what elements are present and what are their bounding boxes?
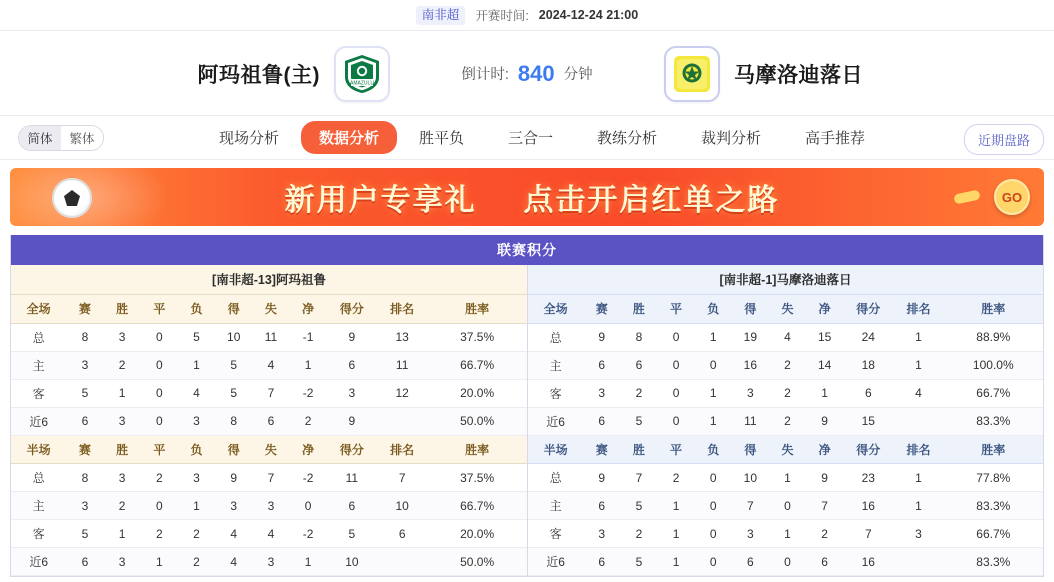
cell: 7 xyxy=(252,464,289,492)
cell: 4 xyxy=(178,379,215,407)
cell: 6 xyxy=(66,407,103,435)
cell: 66.7% xyxy=(427,492,527,520)
svg-text:AMAZULU: AMAZULU xyxy=(350,80,374,87)
cell: 10 xyxy=(377,492,427,520)
home-fulltime-table xyxy=(11,295,527,436)
cell: 3 xyxy=(104,407,141,435)
banner-text-left: 新用户专享礼 xyxy=(284,184,477,217)
cell: 1 xyxy=(178,351,215,379)
cell: 6 xyxy=(732,548,769,576)
away-team-crest-icon xyxy=(664,46,720,102)
away-crest-svg xyxy=(671,53,713,95)
col-goal-diff: 净 xyxy=(290,295,327,323)
nav-tabs xyxy=(167,121,887,154)
tab-win-draw-lose[interactable]: 胜平负 xyxy=(418,130,464,147)
recent-odds-button[interactable]: 近期盘路 xyxy=(964,124,1044,155)
countdown-value: 840 xyxy=(517,60,555,86)
cell: 3 xyxy=(178,407,215,435)
cell: 2 xyxy=(620,520,657,548)
cell: 0 xyxy=(290,492,327,520)
cell: 23 xyxy=(843,464,893,492)
col-rank: 排名 xyxy=(377,295,427,323)
cell: 1 xyxy=(104,520,141,548)
cell: 14 xyxy=(806,351,843,379)
col-draw: 平 xyxy=(657,295,694,323)
col-goals-against: 失 xyxy=(769,295,806,323)
cell: 7 xyxy=(620,464,657,492)
cell: 11 xyxy=(377,351,427,379)
cell: 6 xyxy=(377,520,427,548)
cell: 20.0% xyxy=(427,520,527,548)
table-row xyxy=(11,520,527,548)
cell: -2 xyxy=(290,464,327,492)
cell: 1 xyxy=(893,351,943,379)
cell: 0 xyxy=(769,548,806,576)
away-standings-panel xyxy=(527,265,1043,576)
banner-text-right: 点击开启红单之路 xyxy=(523,184,780,217)
cell: 6 xyxy=(583,407,620,435)
col-scope: 半场 xyxy=(11,436,66,464)
cell: 1 xyxy=(141,548,178,576)
match-header xyxy=(0,31,1054,116)
cell: 15 xyxy=(806,323,843,351)
cell: 18 xyxy=(843,351,893,379)
cell: 2 xyxy=(620,379,657,407)
cell: 10 xyxy=(215,323,252,351)
row-label: 客 xyxy=(11,379,66,407)
cell: 3 xyxy=(583,379,620,407)
cell: 83.3% xyxy=(944,492,1043,520)
row-label: 客 xyxy=(528,379,583,407)
col-points: 得分 xyxy=(843,295,893,323)
cell: 0 xyxy=(141,379,178,407)
cell: 0 xyxy=(769,492,806,520)
col-goal-diff: 净 xyxy=(806,436,843,464)
away-standings-header: [南非超-1]马摩洛迪落日 xyxy=(528,265,1043,295)
col-goal-diff: 净 xyxy=(290,436,327,464)
cell: 0 xyxy=(695,520,732,548)
standings-split xyxy=(11,265,1043,576)
cell: 20.0% xyxy=(427,379,527,407)
cell: 12 xyxy=(377,379,427,407)
cell: 66.7% xyxy=(427,351,527,379)
tab-live-analysis[interactable]: 现场分析 xyxy=(218,130,279,147)
cell: 8 xyxy=(215,407,252,435)
cell: 77.8% xyxy=(944,464,1043,492)
cell: 3 xyxy=(66,351,103,379)
table-row xyxy=(11,548,527,576)
cell: 0 xyxy=(657,407,694,435)
col-rank: 排名 xyxy=(377,436,427,464)
cell: 2 xyxy=(806,520,843,548)
row-label: 近6 xyxy=(11,407,66,435)
cell: 19 xyxy=(732,323,769,351)
cell: 1 xyxy=(695,379,732,407)
cell: 2 xyxy=(769,351,806,379)
row-label: 主 xyxy=(11,351,66,379)
cell: 9 xyxy=(327,323,377,351)
cell: 15 xyxy=(843,407,893,435)
cell: 3 xyxy=(327,379,377,407)
cell: 5 xyxy=(215,351,252,379)
row-label: 主 xyxy=(528,492,583,520)
tab-expert-picks[interactable]: 高手推荐 xyxy=(805,130,866,147)
cell: 3 xyxy=(732,379,769,407)
cell: 3 xyxy=(104,464,141,492)
cell: 6 xyxy=(327,492,377,520)
col-draw: 平 xyxy=(141,295,178,323)
table-row xyxy=(528,379,1043,407)
cell: 11 xyxy=(732,407,769,435)
col-played: 赛 xyxy=(583,295,620,323)
cell: 3 xyxy=(104,323,141,351)
cell: 100.0% xyxy=(944,351,1043,379)
cell: 1 xyxy=(893,323,943,351)
col-played: 赛 xyxy=(66,295,103,323)
home-team-name: 阿玛祖鲁(主) xyxy=(197,63,320,87)
cell xyxy=(893,407,943,435)
cell: 13 xyxy=(377,323,427,351)
home-standings-panel xyxy=(11,265,527,576)
cell: 5 xyxy=(178,323,215,351)
cell: 1 xyxy=(893,464,943,492)
col-goals-for: 得 xyxy=(215,436,252,464)
kickoff-label: 开赛时间: xyxy=(475,9,529,23)
cell: 3 xyxy=(252,548,289,576)
table-row xyxy=(11,379,527,407)
cell: 5 xyxy=(620,407,657,435)
cell: 3 xyxy=(178,464,215,492)
kickoff-time: 2024-12-24 21:00 xyxy=(538,8,639,22)
cell: 83.3% xyxy=(944,548,1043,576)
cell: 8 xyxy=(66,464,103,492)
away-halftime-table xyxy=(528,436,1043,577)
tab-coach-analysis[interactable]: 教练分析 xyxy=(597,130,658,147)
cell: 4 xyxy=(215,520,252,548)
cell: 50.0% xyxy=(427,407,527,435)
cell: 2 xyxy=(104,351,141,379)
col-scope: 半场 xyxy=(528,436,583,464)
cell: 88.9% xyxy=(944,323,1043,351)
cell: -1 xyxy=(290,323,327,351)
cell: 50.0% xyxy=(427,548,527,576)
cell: 10 xyxy=(732,464,769,492)
col-win: 胜 xyxy=(620,295,657,323)
table-row xyxy=(528,407,1043,435)
row-label: 总 xyxy=(528,323,583,351)
cell: 2 xyxy=(657,464,694,492)
col-winrate: 胜率 xyxy=(427,436,527,464)
cell: 6 xyxy=(583,492,620,520)
cell: 2 xyxy=(290,407,327,435)
col-scope: 全场 xyxy=(11,295,66,323)
cell: 4 xyxy=(252,351,289,379)
cell: 5 xyxy=(215,379,252,407)
cell: 9 xyxy=(806,407,843,435)
row-label: 近6 xyxy=(528,407,583,435)
cell: 37.5% xyxy=(427,323,527,351)
col-rank: 排名 xyxy=(893,295,943,323)
row-label: 总 xyxy=(11,464,66,492)
cell: 0 xyxy=(657,351,694,379)
cell: 4 xyxy=(893,379,943,407)
top-info-bar xyxy=(0,0,1054,31)
cell: 83.3% xyxy=(944,407,1043,435)
row-label: 客 xyxy=(528,520,583,548)
cell: 6 xyxy=(327,351,377,379)
col-goals-against: 失 xyxy=(252,436,289,464)
col-goals-for: 得 xyxy=(215,295,252,323)
col-winrate: 胜率 xyxy=(427,295,527,323)
cell: 1 xyxy=(657,548,694,576)
cell: 37.5% xyxy=(427,464,527,492)
cell: 24 xyxy=(843,323,893,351)
table-row xyxy=(11,351,527,379)
table-row xyxy=(528,548,1043,576)
col-goals-against: 失 xyxy=(252,295,289,323)
promo-banner[interactable] xyxy=(10,168,1044,226)
section-title: 联赛积分 xyxy=(11,235,1043,265)
nav-bar xyxy=(0,116,1054,160)
col-goals-for: 得 xyxy=(732,436,769,464)
col-winrate: 胜率 xyxy=(944,436,1043,464)
cell: 0 xyxy=(695,492,732,520)
cell: 11 xyxy=(327,464,377,492)
table-row xyxy=(528,464,1043,492)
cell: 0 xyxy=(695,548,732,576)
cell: 8 xyxy=(66,323,103,351)
col-winrate: 胜率 xyxy=(944,295,1043,323)
cell: 2 xyxy=(178,548,215,576)
cell: 66.7% xyxy=(944,520,1043,548)
cell: 1 xyxy=(769,520,806,548)
cell: 6 xyxy=(252,407,289,435)
cell: 10 xyxy=(327,548,377,576)
cell: 0 xyxy=(141,407,178,435)
cell: 3 xyxy=(583,520,620,548)
cell: 1 xyxy=(695,323,732,351)
cell: 16 xyxy=(732,351,769,379)
cell: 6 xyxy=(583,548,620,576)
cell: 0 xyxy=(695,351,732,379)
away-fulltime-table xyxy=(528,295,1043,436)
cell: 2 xyxy=(178,520,215,548)
table-row xyxy=(11,464,527,492)
cell xyxy=(893,548,943,576)
row-label: 客 xyxy=(11,520,66,548)
col-loss: 负 xyxy=(695,436,732,464)
cell: 66.7% xyxy=(944,379,1043,407)
cell: 1 xyxy=(806,379,843,407)
cell: 2 xyxy=(769,379,806,407)
cell: 0 xyxy=(657,323,694,351)
table-row xyxy=(528,323,1043,351)
table-header-row xyxy=(11,295,527,323)
cell: 7 xyxy=(377,464,427,492)
cell: 16 xyxy=(843,548,893,576)
cell: 2 xyxy=(141,520,178,548)
row-label: 主 xyxy=(528,351,583,379)
cell: 5 xyxy=(327,520,377,548)
table-row xyxy=(11,407,527,435)
cell: 6 xyxy=(620,351,657,379)
cell: 1 xyxy=(657,520,694,548)
cell: 1 xyxy=(290,351,327,379)
cell: 0 xyxy=(695,464,732,492)
league-tag[interactable]: 南非超 xyxy=(416,6,466,25)
cell: 7 xyxy=(843,520,893,548)
table-row xyxy=(528,520,1043,548)
cell: 3 xyxy=(732,520,769,548)
cell: 2 xyxy=(104,492,141,520)
cell: 0 xyxy=(141,323,178,351)
col-goal-diff: 净 xyxy=(806,295,843,323)
col-win: 胜 xyxy=(104,436,141,464)
league-standings-section xyxy=(10,235,1044,577)
cell: 3 xyxy=(104,548,141,576)
cell: 16 xyxy=(843,492,893,520)
cell: 3 xyxy=(252,492,289,520)
cell xyxy=(377,407,427,435)
table-header-row xyxy=(528,436,1043,464)
countdown-label: 倒计时: xyxy=(461,67,509,83)
cell: 9 xyxy=(215,464,252,492)
cell: 3 xyxy=(215,492,252,520)
cell: -2 xyxy=(290,379,327,407)
cell: 1 xyxy=(104,379,141,407)
col-played: 赛 xyxy=(66,436,103,464)
cell: 9 xyxy=(583,323,620,351)
home-halftime-table xyxy=(11,436,527,577)
col-goals-for: 得 xyxy=(732,295,769,323)
col-played: 赛 xyxy=(583,436,620,464)
cell: 9 xyxy=(583,464,620,492)
cell: 1 xyxy=(769,464,806,492)
table-row xyxy=(528,492,1043,520)
col-draw: 平 xyxy=(657,436,694,464)
col-loss: 负 xyxy=(178,436,215,464)
cell: 2 xyxy=(141,464,178,492)
soccer-ball-icon xyxy=(52,178,92,218)
col-scope: 全场 xyxy=(528,295,583,323)
cell: 11 xyxy=(252,323,289,351)
col-points: 得分 xyxy=(327,295,377,323)
cell: 3 xyxy=(893,520,943,548)
home-standings-header: [南非超-13]阿玛祖鲁 xyxy=(11,265,527,295)
tab-referee-analysis[interactable]: 裁判分析 xyxy=(701,130,762,147)
cell: 5 xyxy=(66,379,103,407)
cell: 5 xyxy=(620,492,657,520)
cell: 3 xyxy=(66,492,103,520)
banner-go-button[interactable]: GO xyxy=(994,179,1030,215)
cell: 8 xyxy=(620,323,657,351)
table-row xyxy=(528,351,1043,379)
lang-traditional-button[interactable]: 繁体 xyxy=(61,126,103,150)
cell: -2 xyxy=(290,520,327,548)
lang-simplified-button[interactable]: 简体 xyxy=(19,126,61,150)
cell: 6 xyxy=(843,379,893,407)
cell: 0 xyxy=(141,351,178,379)
cell: 9 xyxy=(806,464,843,492)
cell: 0 xyxy=(141,492,178,520)
cell: 1 xyxy=(893,492,943,520)
cell: 1 xyxy=(178,492,215,520)
table-header-row xyxy=(11,436,527,464)
language-toggle[interactable] xyxy=(18,125,104,151)
cell: 4 xyxy=(215,548,252,576)
cell: 7 xyxy=(806,492,843,520)
tab-three-in-one[interactable]: 三合一 xyxy=(507,130,553,147)
cell: 6 xyxy=(583,351,620,379)
col-loss: 负 xyxy=(178,295,215,323)
col-points: 得分 xyxy=(843,436,893,464)
cell: 4 xyxy=(769,323,806,351)
col-draw: 平 xyxy=(141,436,178,464)
cell: 1 xyxy=(657,492,694,520)
cell: 9 xyxy=(327,407,377,435)
cell: 1 xyxy=(290,548,327,576)
col-win: 胜 xyxy=(620,436,657,464)
col-rank: 排名 xyxy=(893,436,943,464)
col-goals-against: 失 xyxy=(769,436,806,464)
cell: 0 xyxy=(657,379,694,407)
countdown-unit: 分钟 xyxy=(563,67,593,83)
cell: 4 xyxy=(252,520,289,548)
cell: 5 xyxy=(66,520,103,548)
cell: 2 xyxy=(769,407,806,435)
cell: 5 xyxy=(620,548,657,576)
cell: 6 xyxy=(66,548,103,576)
row-label: 近6 xyxy=(11,548,66,576)
table-row xyxy=(11,492,527,520)
col-points: 得分 xyxy=(327,436,377,464)
tab-data-analysis[interactable]: 数据分析 xyxy=(301,121,397,154)
cell: 7 xyxy=(252,379,289,407)
away-team-block xyxy=(664,31,1054,116)
away-team-name: 马摩洛迪落日 xyxy=(734,63,863,87)
cell: 7 xyxy=(732,492,769,520)
col-win: 胜 xyxy=(104,295,141,323)
cell xyxy=(377,548,427,576)
cell: 6 xyxy=(806,548,843,576)
row-label: 主 xyxy=(11,492,66,520)
table-header-row xyxy=(528,295,1043,323)
cell: 1 xyxy=(695,407,732,435)
row-label: 近6 xyxy=(528,548,583,576)
row-label: 总 xyxy=(528,464,583,492)
row-label: 总 xyxy=(11,323,66,351)
col-loss: 负 xyxy=(695,295,732,323)
table-row xyxy=(11,323,527,351)
